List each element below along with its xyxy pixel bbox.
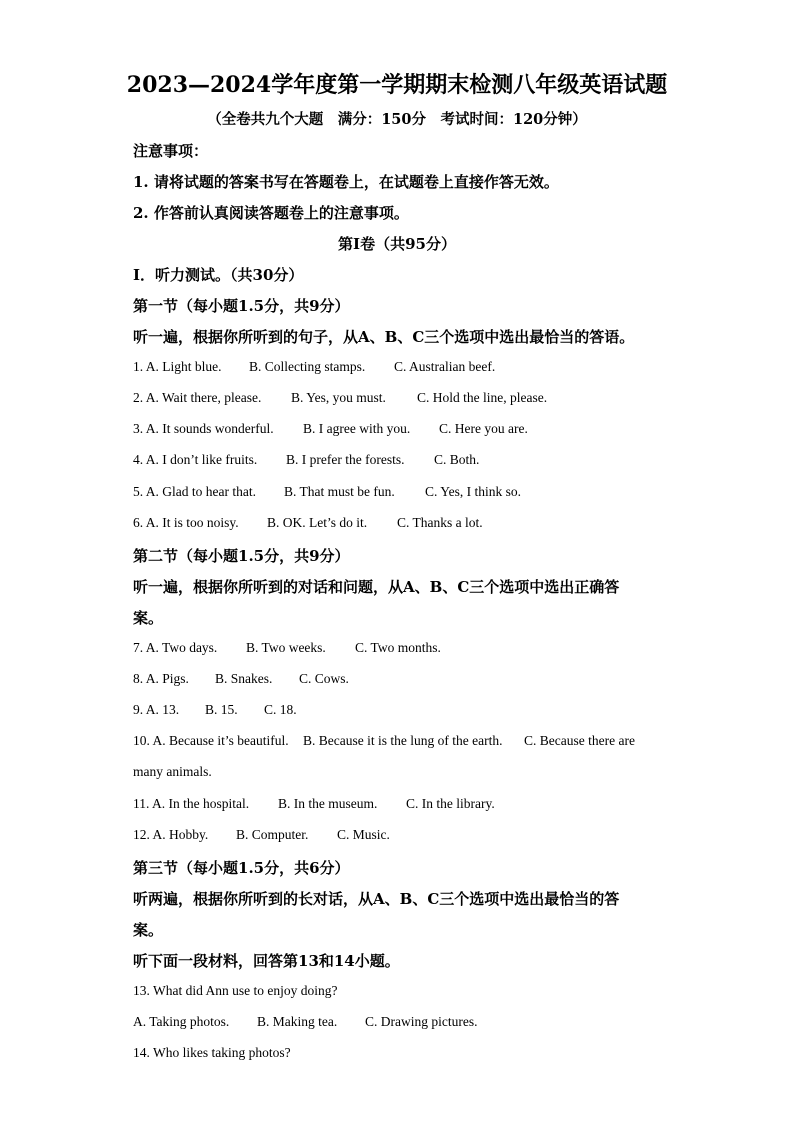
question-1: [133, 359, 495, 375]
question-3: [133, 421, 528, 437]
option-c: C. Australian beef.: [394, 359, 496, 374]
notes-heading: 注意事项：: [133, 142, 209, 160]
section2-title: 第二节（每小题1.5分，共9分）: [133, 547, 350, 565]
note-item-2: 2. 作答前认真阅读答题卷上的注意事项。: [133, 204, 409, 222]
option-a: 12. A. Hobby.: [133, 827, 209, 842]
option-c: C. Hold the line, please.: [417, 390, 548, 405]
option-c: C. Yes, I think so.: [425, 484, 522, 499]
option-a: 10. A. Because it’s beautiful.: [133, 733, 289, 748]
option-c: C. Here you are.: [439, 421, 528, 436]
section3-material: 听下面一段材料，回答第13和14小题。: [133, 952, 400, 970]
option-a: 3. A. It sounds wonderful.: [133, 421, 274, 436]
question-13: 13. What did Ann use to enjoy doing?: [133, 983, 338, 998]
section3-instruction-line2: 案。: [133, 921, 164, 939]
option-b: B. Collecting stamps.: [249, 359, 366, 374]
section2-instruction-line1: 听一遍，根据你所听到的对话和问题，从A、B、C三个选项中选出正确答: [133, 578, 620, 596]
option-b: B. Because it is the lung of the earth.: [303, 733, 503, 748]
option-c: C. 18.: [264, 702, 297, 717]
question-7: [133, 640, 441, 656]
option-a: 5. A. Glad to hear that.: [133, 484, 256, 499]
option-b: B. In the museum.: [278, 796, 378, 811]
option-b: B. OK. Let’s do it.: [267, 515, 368, 530]
option-a: 4. A. I don’t like fruits.: [133, 452, 258, 467]
option-a: 11. A. In the hospital.: [133, 796, 250, 811]
question-10: [133, 733, 635, 749]
option-c: C. Cows.: [299, 671, 349, 686]
option-b: B. I agree with you.: [303, 421, 411, 436]
question-10-continued: many animals.: [133, 764, 212, 779]
question-2: [133, 390, 547, 406]
question-11: [133, 796, 495, 812]
question-5: [133, 484, 521, 500]
option-a: 9. A. 13.: [133, 702, 180, 717]
option-b: B. Yes, you must.: [291, 390, 386, 405]
option-a: 7. A. Two days.: [133, 640, 218, 655]
option-c: C. Drawing pictures.: [365, 1014, 478, 1029]
option-b: B. 15.: [205, 702, 238, 717]
question-8: [133, 671, 349, 687]
option-b: B. Making tea.: [257, 1014, 338, 1029]
section3-title: 第三节（每小题1.5分，共6分）: [133, 859, 350, 877]
option-b: B. Two weeks.: [246, 640, 326, 655]
option-a: 1. A. Light blue.: [133, 359, 222, 374]
section3-instruction-line1: 听两遍，根据你所听到的长对话，从A、B、C三个选项中选出最恰当的答: [133, 890, 620, 908]
option-c: C. Music.: [337, 827, 390, 842]
section2-instruction-line2: 案。: [133, 609, 164, 627]
question-13-options: [133, 1014, 477, 1030]
question-14: 14. Who likes taking photos?: [133, 1045, 291, 1060]
option-a: 8. A. Pigs.: [133, 671, 189, 686]
exam-info: （全卷共九个大题 满分：150分 考试时间：120分钟）: [207, 111, 587, 128]
part1-title: Ⅰ．听力测试。（共30分）: [133, 266, 304, 284]
section1-instruction: 听一遍，根据你所听到的句子，从A、B、C三个选项中选出最恰当的答语。: [133, 328, 635, 346]
question-12: [133, 827, 390, 843]
option-b: B. That must be fun.: [284, 484, 395, 499]
option-a: 6. A. It is too noisy.: [133, 515, 239, 530]
option-c: C. In the library.: [406, 796, 495, 811]
option-b: B. Snakes.: [215, 671, 273, 686]
question-4: [133, 452, 479, 468]
option-b: B. I prefer the forests.: [286, 452, 405, 467]
question-9: [133, 702, 297, 718]
option-a: A. Taking photos.: [133, 1014, 230, 1029]
option-c: C. Both.: [434, 452, 480, 467]
page-title: 2023—2024学年度第一学期期末检测八年级英语试题: [126, 72, 668, 98]
volume-title: 第Ⅰ卷（共95分）: [338, 235, 456, 253]
option-a: 2. A. Wait there, please.: [133, 390, 262, 405]
note-item-1: 1. 请将试题的答案书写在答题卷上，在试题卷上直接作答无效。: [133, 173, 559, 191]
question-6: [133, 515, 483, 531]
option-c: C. Because there are: [524, 733, 635, 748]
option-c: C. Two months.: [355, 640, 441, 655]
section1-title: 第一节（每小题1.5分，共9分）: [133, 297, 350, 315]
option-b: B. Computer.: [236, 827, 309, 842]
option-c: C. Thanks a lot.: [397, 515, 483, 530]
